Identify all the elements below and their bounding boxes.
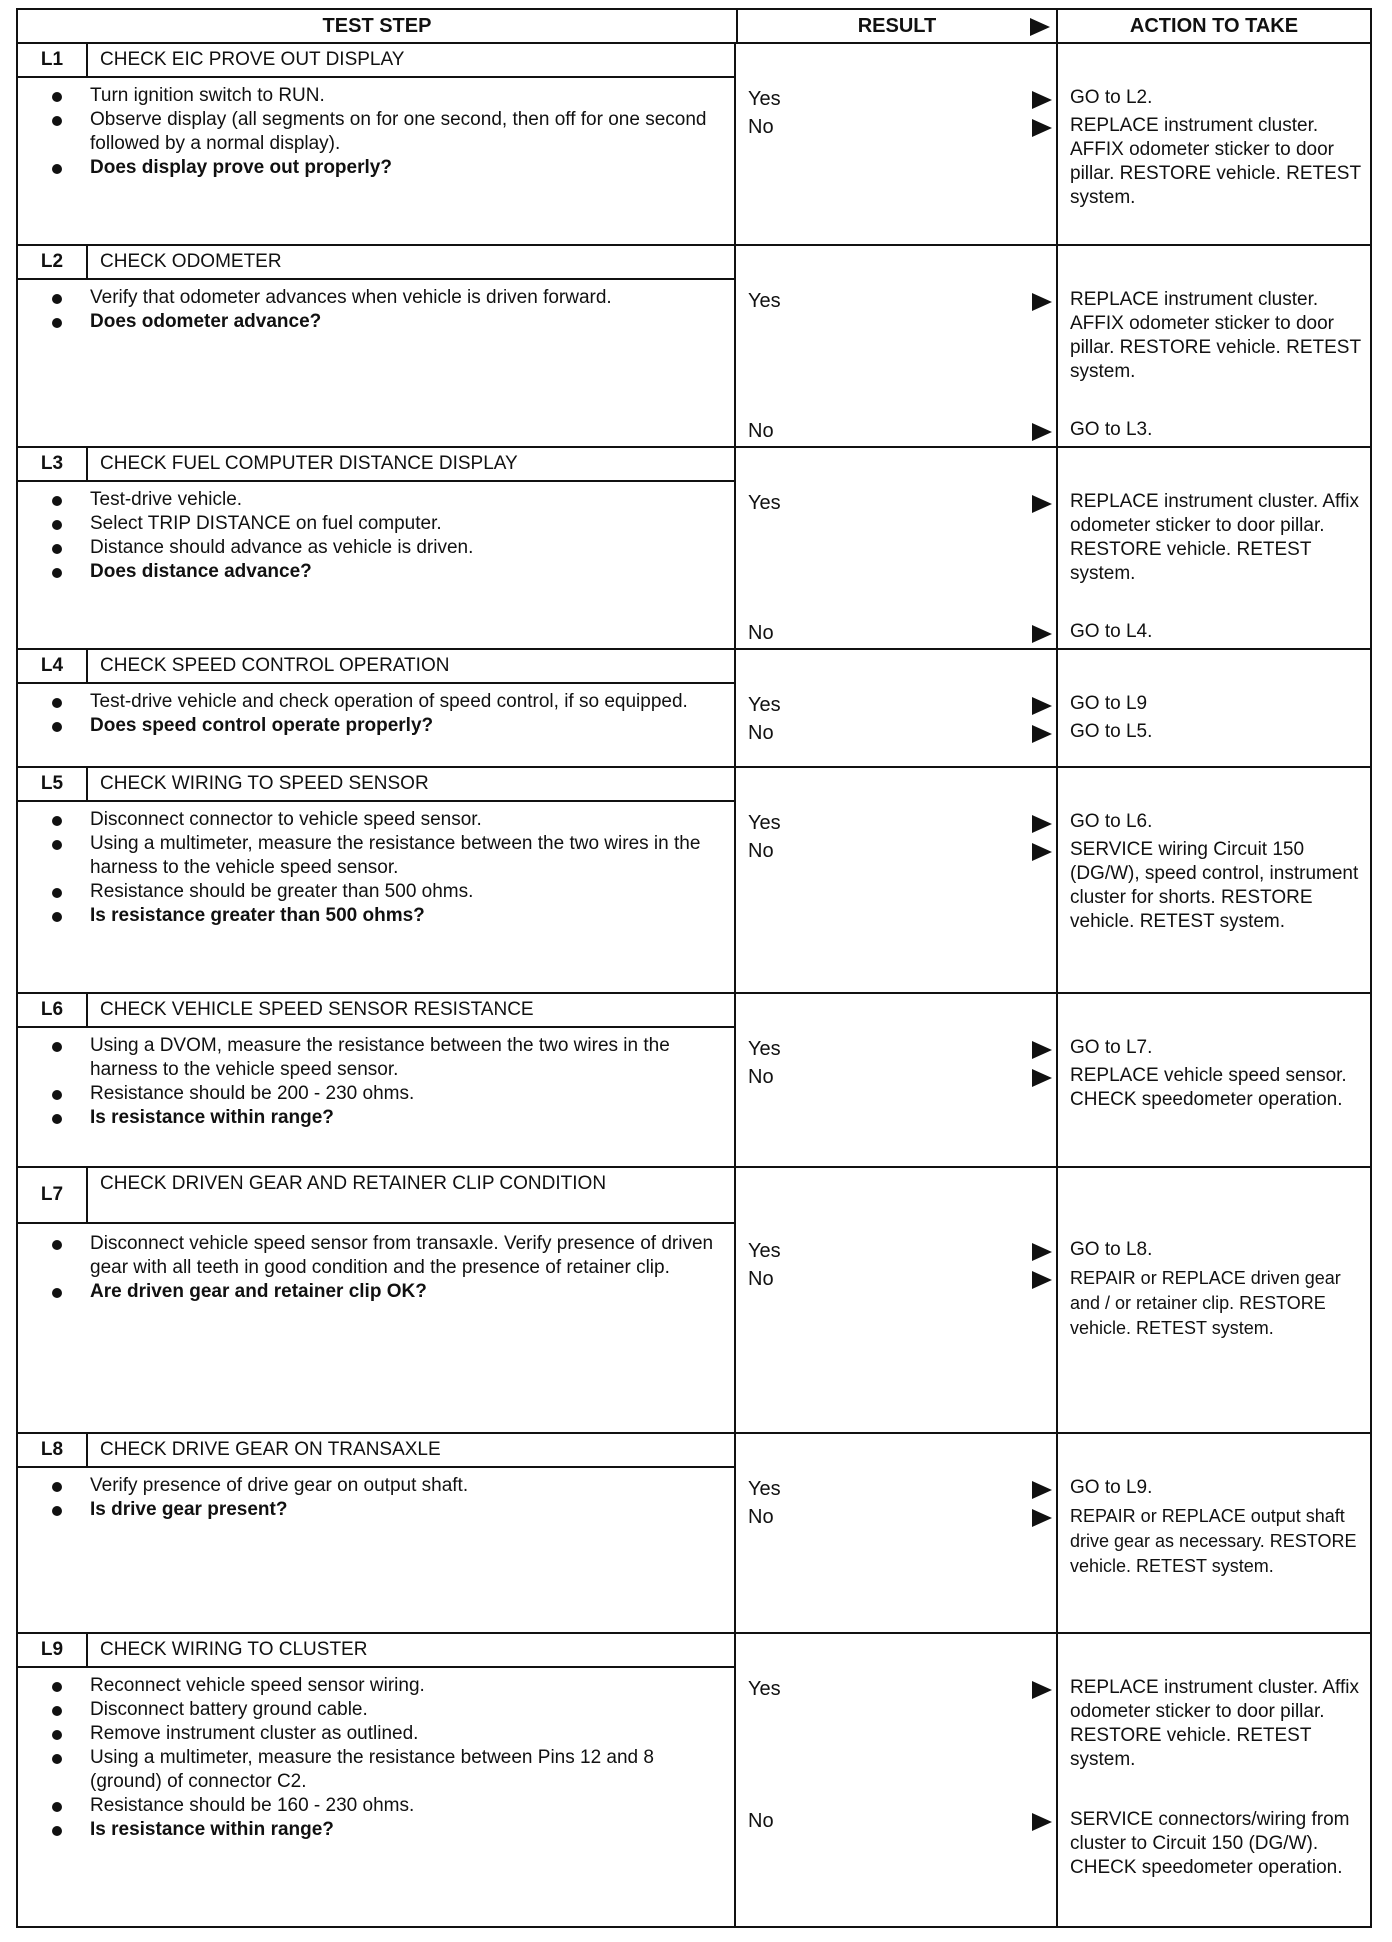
action-cell (1056, 1434, 1372, 1634)
step-id: L8 (18, 1434, 88, 1468)
action-cell (1056, 1634, 1372, 1928)
result-cell (736, 448, 1056, 650)
action-no: REPAIR or REPLACE driven gear and / or retainer clip. RESTORE vehicle. RETEST system. (1070, 1268, 1341, 1338)
result-yes: Yes (748, 88, 781, 110)
result-no: No (748, 1268, 774, 1290)
arrow-right-icon (1032, 1069, 1052, 1087)
step-title: CHECK FUEL COMPUTER DISTANCE DISPLAY (88, 448, 734, 482)
instruction-item: Resistance should be 200 - 230 ohms. (48, 1082, 714, 1106)
arrow-right-icon (1032, 423, 1052, 441)
instruction-item: Using a multimeter, measure the resistance between the two wires in the harness to the vehicle speed sensor. (48, 832, 714, 880)
test-step-cell (16, 994, 736, 1168)
action-no: SERVICE connectors/wiring from cluster to Circuit 150 (DG/W). CHECK speedometer operation. (1070, 1809, 1350, 1878)
result-cell (736, 246, 1056, 448)
action-yes: GO to L6. (1070, 811, 1153, 832)
test-step-cell (16, 650, 736, 768)
result-no: No (748, 840, 774, 862)
result-cell (736, 44, 1056, 246)
arrow-right-icon (1032, 119, 1052, 137)
step-instructions (48, 690, 714, 738)
instruction-item: Observe display (all segments on for one second, then off for one second followed by a normal display). (48, 108, 714, 156)
result-no: No (748, 1810, 774, 1832)
instruction-item: Test-drive vehicle and check operation of speed control, if so equipped. (48, 690, 714, 714)
instruction-item: Using a multimeter, measure the resistance between Pins 12 and 8 (ground) of connector C2. (48, 1746, 714, 1794)
action-yes: GO to L8. (1070, 1239, 1153, 1260)
instruction-item: Disconnect connector to vehicle speed sensor. (48, 808, 714, 832)
instruction-item: Disconnect battery ground cable. (48, 1698, 714, 1722)
step-title: CHECK VEHICLE SPEED SENSOR RESISTANCE (88, 994, 734, 1028)
step-question: Does distance advance? (48, 560, 714, 584)
step-question: Does odometer advance? (48, 310, 714, 334)
step-question: Is resistance within range? (48, 1818, 714, 1842)
step-id: L1 (18, 44, 88, 78)
step-title: CHECK EIC PROVE OUT DISPLAY (88, 44, 734, 78)
step-title: CHECK DRIVE GEAR ON TRANSAXLE (88, 1434, 734, 1468)
result-cell (736, 1634, 1056, 1928)
step-question: Is resistance greater than 500 ohms? (48, 904, 714, 928)
arrow-right-icon (1032, 1481, 1052, 1499)
action-cell (1056, 768, 1372, 994)
step-id: L4 (18, 650, 88, 684)
arrow-right-icon (1032, 91, 1052, 109)
step-id: L7 (18, 1168, 88, 1224)
action-cell (1056, 1168, 1372, 1434)
step-id: L6 (18, 994, 88, 1028)
result-cell (736, 768, 1056, 994)
step-id: L2 (18, 246, 88, 280)
action-yes: GO to L2. (1070, 87, 1153, 108)
action-no: REPLACE instrument cluster. AFFIX odometer sticker to door pillar. RESTORE vehicle. RETEST system. (1070, 115, 1361, 208)
action-yes: GO to L9. (1070, 1477, 1153, 1498)
instruction-item: Distance should advance as vehicle is driven. (48, 536, 714, 560)
result-cell (736, 1434, 1056, 1634)
result-no: No (748, 116, 774, 138)
step-id: L3 (18, 448, 88, 482)
instruction-item: Select TRIP DISTANCE on fuel computer. (48, 512, 714, 536)
action-no: REPAIR or REPLACE output shaft drive gear as necessary. RESTORE vehicle. RETEST system. (1070, 1506, 1357, 1576)
step-instructions (48, 286, 714, 334)
arrow-right-icon (1032, 843, 1052, 861)
step-title: CHECK WIRING TO SPEED SENSOR (88, 768, 734, 802)
test-step-cell (16, 1168, 736, 1434)
instruction-item: Turn ignition switch to RUN. (48, 84, 714, 108)
action-cell (1056, 650, 1372, 768)
header-action: ACTION TO TAKE (1129, 14, 1299, 37)
result-yes: Yes (748, 694, 781, 716)
action-yes: REPLACE instrument cluster. Affix odometer sticker to door pillar. RESTORE vehicle. RETEST system. (1070, 491, 1359, 584)
arrow-right-icon (1032, 1813, 1052, 1831)
instruction-item: Using a DVOM, measure the resistance between the two wires in the harness to the vehicle speed sensor. (48, 1034, 714, 1082)
step-id: L9 (18, 1634, 88, 1668)
result-yes: Yes (748, 290, 781, 312)
action-no: SERVICE wiring Circuit 150 (DG/W), speed control, instrument cluster for shorts. RESTORE vehicle. RETEST system. (1070, 839, 1359, 932)
step-instructions (48, 1232, 714, 1304)
step-row-l3 (16, 448, 1372, 650)
step-row-l9 (16, 1634, 1372, 1928)
result-yes: Yes (748, 1478, 781, 1500)
header-result-label: RESULT (857, 14, 937, 37)
result-yes: Yes (748, 1038, 781, 1060)
instruction-item: Disconnect vehicle speed sensor from transaxle. Verify presence of driven gear with all teeth in good condition and the presence of retainer clip. (48, 1232, 714, 1280)
header-result (738, 10, 1058, 42)
arrow-right-icon (1032, 725, 1052, 743)
action-cell (1056, 44, 1372, 246)
step-question: Are driven gear and retainer clip OK? (48, 1280, 714, 1304)
result-cell (736, 1168, 1056, 1434)
step-row-l8 (16, 1434, 1372, 1634)
arrow-right-icon (1032, 1041, 1052, 1059)
step-id: L5 (18, 768, 88, 802)
diagnostic-table (16, 8, 1372, 1928)
test-step-cell (16, 1634, 736, 1928)
header-test-step: TEST STEP (18, 10, 738, 42)
action-yes: REPLACE instrument cluster. Affix odometer sticker to door pillar. RESTORE vehicle. RETEST system. (1070, 1677, 1359, 1770)
arrow-right-icon (1032, 815, 1052, 833)
action-no: REPLACE vehicle speed sensor. CHECK speedometer operation. (1070, 1065, 1347, 1110)
result-no: No (748, 1506, 774, 1528)
table-header (16, 8, 1372, 44)
action-cell (1056, 994, 1372, 1168)
step-row-l4 (16, 650, 1372, 768)
action-yes: GO to L7. (1070, 1037, 1153, 1058)
result-yes: Yes (748, 812, 781, 834)
result-cell (736, 994, 1056, 1168)
arrow-right-icon (1032, 1681, 1052, 1699)
result-yes: Yes (748, 492, 781, 514)
step-instructions (48, 1474, 714, 1522)
arrow-right-icon (1032, 697, 1052, 715)
step-instructions (48, 808, 714, 928)
instruction-item: Resistance should be greater than 500 ohms. (48, 880, 714, 904)
result-no: No (748, 420, 774, 442)
arrow-right-icon (1032, 1509, 1052, 1527)
instruction-item: Remove instrument cluster as outlined. (48, 1722, 714, 1746)
step-question: Does speed control operate properly? (48, 714, 714, 738)
instruction-item: Verify presence of drive gear on output shaft. (48, 1474, 714, 1498)
result-no: No (748, 622, 774, 644)
action-yes: REPLACE instrument cluster. AFFIX odometer sticker to door pillar. RESTORE vehicle. RETEST system. (1070, 289, 1361, 382)
instruction-item: Verify that odometer advances when vehicle is driven forward. (48, 286, 714, 310)
result-yes: Yes (748, 1240, 781, 1262)
arrow-right-icon (1032, 293, 1052, 311)
result-no: No (748, 722, 774, 744)
test-step-cell (16, 448, 736, 650)
action-no: GO to L5. (1070, 721, 1153, 742)
step-row-l1 (16, 44, 1372, 246)
step-row-l6 (16, 994, 1372, 1168)
result-cell (736, 650, 1056, 768)
test-step-cell (16, 44, 736, 246)
result-yes: Yes (748, 1678, 781, 1700)
step-question: Does display prove out properly? (48, 156, 714, 180)
step-title: CHECK ODOMETER (88, 246, 734, 280)
instruction-item: Reconnect vehicle speed sensor wiring. (48, 1674, 714, 1698)
step-row-l7 (16, 1168, 1372, 1434)
step-question: Is drive gear present? (48, 1498, 714, 1522)
step-row-l5 (16, 768, 1372, 994)
action-yes: GO to L9 (1070, 693, 1148, 714)
arrow-right-icon (1032, 1243, 1052, 1261)
step-instructions (48, 1034, 714, 1130)
step-instructions (48, 1674, 714, 1842)
test-step-cell (16, 768, 736, 994)
step-instructions (48, 488, 714, 584)
arrow-right-icon (1030, 18, 1050, 36)
step-instructions (48, 84, 714, 180)
instruction-item: Resistance should be 160 - 230 ohms. (48, 1794, 714, 1818)
action-cell (1056, 448, 1372, 650)
action-no: GO to L4. (1070, 621, 1153, 642)
arrow-right-icon (1032, 625, 1052, 643)
action-cell (1056, 246, 1372, 448)
instruction-item: Test-drive vehicle. (48, 488, 714, 512)
step-title: CHECK WIRING TO CLUSTER (88, 1634, 734, 1668)
arrow-right-icon (1032, 495, 1052, 513)
step-question: Is resistance within range? (48, 1106, 714, 1130)
action-no: GO to L3. (1070, 419, 1153, 440)
step-row-l2 (16, 246, 1372, 448)
arrow-right-icon (1032, 1271, 1052, 1289)
step-title: CHECK DRIVEN GEAR AND RETAINER CLIP CONDITION (88, 1168, 734, 1224)
test-step-cell (16, 246, 736, 448)
result-no: No (748, 1066, 774, 1088)
step-title: CHECK SPEED CONTROL OPERATION (88, 650, 734, 684)
test-step-cell (16, 1434, 736, 1634)
